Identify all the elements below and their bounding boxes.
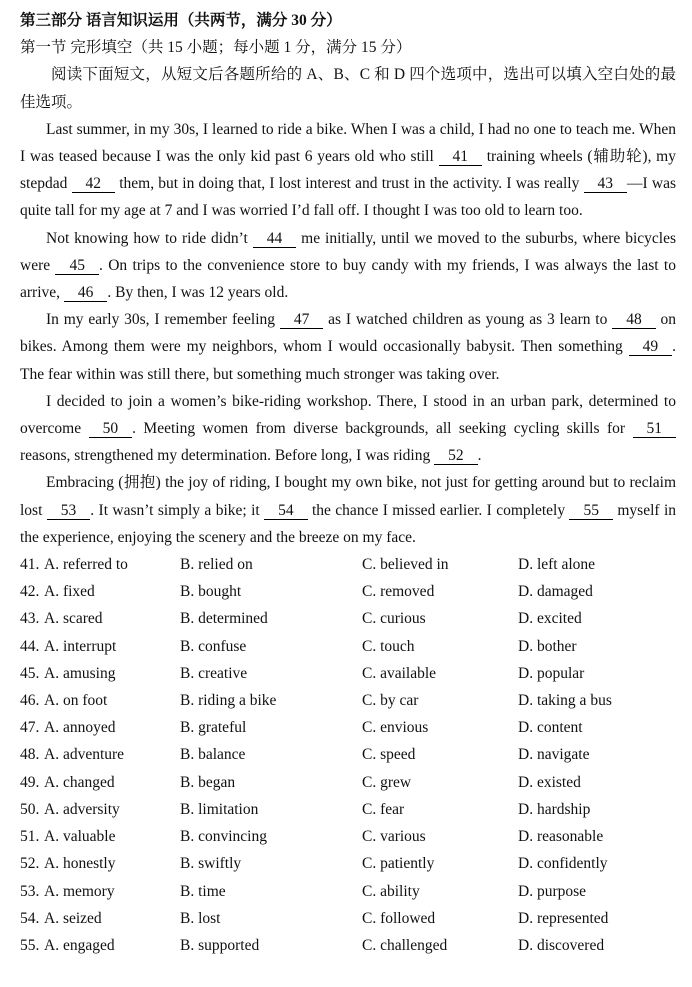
question-row-45 xyxy=(20,660,676,687)
question-row-41 xyxy=(20,551,676,578)
option-43-B: B. determined xyxy=(180,610,268,628)
blank-42: 42 xyxy=(72,175,116,193)
option-53-D: D. purpose xyxy=(518,882,587,900)
option-42-D: D. damaged xyxy=(518,583,593,601)
option-43-C: C. curious xyxy=(362,610,426,628)
question-row-54 xyxy=(20,905,676,932)
passage xyxy=(20,116,676,551)
option-42-B: B. bought xyxy=(180,583,242,601)
option-51-C: C. various xyxy=(362,828,426,846)
option-50-B: B. limitation xyxy=(180,800,259,818)
blank-50: 50 xyxy=(89,420,133,438)
option-41-B: B. relied on xyxy=(180,556,253,574)
question-number-48: 48. xyxy=(20,746,40,764)
option-47-D: D. content xyxy=(518,719,583,737)
question-row-42 xyxy=(20,578,676,605)
option-53-C: C. ability xyxy=(362,882,420,900)
question-number-51: 51. xyxy=(20,828,40,846)
option-43-D: D. excited xyxy=(518,610,582,628)
option-48-C: C. speed xyxy=(362,746,416,764)
question-number-41: 41. xyxy=(20,556,40,574)
question-number-45: 45. xyxy=(20,664,40,682)
option-42-A: A. fixed xyxy=(44,583,95,601)
question-row-43 xyxy=(20,605,676,632)
question-row-52 xyxy=(20,850,676,877)
question-row-53 xyxy=(20,878,676,905)
option-52-C: C. patiently xyxy=(362,855,435,873)
option-54-A: A. seized xyxy=(44,909,102,927)
option-52-D: D. confidently xyxy=(518,855,608,873)
option-50-D: D. hardship xyxy=(518,800,591,818)
option-52-B: B. swiftly xyxy=(180,855,242,873)
question-row-51 xyxy=(20,823,676,850)
blank-49: 49 xyxy=(629,338,673,356)
option-45-D: D. popular xyxy=(518,664,585,682)
option-45-A: A. amusing xyxy=(44,664,116,682)
option-43-A: A. scared xyxy=(44,610,103,628)
option-47-C: C. envious xyxy=(362,719,429,737)
option-45-B: B. creative xyxy=(180,664,248,682)
question-number-47: 47. xyxy=(20,719,40,737)
option-44-D: D. bother xyxy=(518,637,577,655)
option-50-A: A. adversity xyxy=(44,800,120,818)
option-53-B: B. time xyxy=(180,882,226,900)
blank-46: 46 xyxy=(64,284,108,302)
blank-51: 51 xyxy=(633,420,677,438)
option-51-A: A. valuable xyxy=(44,828,116,846)
option-47-A: A. annoyed xyxy=(44,719,116,737)
instructions: 阅读下面短文，从短文后各题所给的 A、B、C 和 D 四个选项中，选出可以填入空白处的最佳选项。 xyxy=(20,66,676,111)
question-row-47 xyxy=(20,714,676,741)
blank-43: 43 xyxy=(584,175,628,193)
option-48-B: B. balance xyxy=(180,746,246,764)
question-number-55: 55. xyxy=(20,936,40,954)
blank-41: 41 xyxy=(439,148,483,166)
passage-paragraph: In my early 30s, I remember feeling 47 as I watched children as young as 3 learn to 48 on bikes. Among them were my neighbors, whom I would occasionally babysit. Then something 49 . The fear within was still there, but something much stronger was taking over. xyxy=(20,311,677,383)
option-50-C: C. fear xyxy=(362,800,405,818)
option-46-B: B. riding a bike xyxy=(180,692,277,710)
blank-52: 52 xyxy=(434,447,478,465)
section-title: 第一节 完形填空（共 15 小题；每小题 1 分，满分 15 分） xyxy=(20,39,412,57)
blank-54: 54 xyxy=(264,502,308,520)
question-row-46 xyxy=(20,687,676,714)
question-number-54: 54. xyxy=(20,909,40,927)
option-45-C: C. available xyxy=(362,664,437,682)
option-46-C: C. by car xyxy=(362,692,419,710)
blank-53: 53 xyxy=(47,502,91,520)
option-49-D: D. existed xyxy=(518,773,581,791)
question-row-55 xyxy=(20,932,676,959)
option-55-B: B. supported xyxy=(180,936,260,954)
question-number-42: 42. xyxy=(20,583,40,601)
options-table xyxy=(20,551,676,959)
blank-48: 48 xyxy=(612,311,656,329)
option-46-A: A. on foot xyxy=(44,692,108,710)
option-48-A: A. adventure xyxy=(44,746,125,764)
option-44-C: C. touch xyxy=(362,637,415,655)
option-55-C: C. challenged xyxy=(362,936,448,954)
option-51-B: B. convincing xyxy=(180,828,267,846)
option-47-B: B. grateful xyxy=(180,719,247,737)
option-55-D: D. discovered xyxy=(518,936,605,954)
part-title: 第三部分 语言知识运用（共两节，满分 30 分） xyxy=(20,12,342,29)
passage-paragraph: Last summer, in my 30s, I learned to ride a bike. When I was a child, I had no one to teach me. When I was teased because I was the only kid past 6 years old who still 41 training wheels (辅助轮), my stepdad 42 them, but in doing that, I lost interest and trust in the activity. I was really 43 —I was quite tall for my age at 7 and I was worried I’d fall off. I thought I was too old to learn too. xyxy=(20,120,676,220)
question-number-43: 43. xyxy=(20,610,40,628)
option-49-A: A. changed xyxy=(44,773,115,791)
option-44-A: A. interrupt xyxy=(44,637,117,655)
question-number-46: 46. xyxy=(20,692,40,710)
option-49-C: C. grew xyxy=(362,773,412,791)
blank-44: 44 xyxy=(253,230,297,248)
option-52-A: A. honestly xyxy=(44,855,116,873)
option-54-D: D. represented xyxy=(518,909,609,927)
blank-45: 45 xyxy=(55,257,99,275)
question-number-52: 52. xyxy=(20,855,40,873)
question-row-44 xyxy=(20,633,676,660)
question-number-53: 53. xyxy=(20,882,40,900)
option-48-D: D. navigate xyxy=(518,746,590,764)
question-number-44: 44. xyxy=(20,637,40,655)
passage-paragraph: Not knowing how to ride didn’t 44 me initially, until we moved to the suburbs, where bicycles were 45 . On trips to the convenience store to buy candy with my friends, I was always the last to arrive, 46 . By then, I was 12 years old. xyxy=(20,229,676,302)
option-51-D: D. reasonable xyxy=(518,828,604,846)
option-49-B: B. began xyxy=(180,773,236,791)
question-number-49: 49. xyxy=(20,773,40,791)
blank-47: 47 xyxy=(280,311,324,329)
option-46-D: D. taking a bus xyxy=(518,692,612,710)
option-41-D: D. left alone xyxy=(518,556,596,574)
option-41-C: C. believed in xyxy=(362,556,449,574)
passage-paragraph: Embracing (拥抱) the joy of riding, I bought my own bike, not just for getting around but to reclaim lost 53 . It wasn’t simply a bike; it 54 the chance I missed earlier. I completely 55 myself in the experience, enjoying the scenery and the breeze on my face. xyxy=(20,474,677,546)
passage-paragraph: I decided to join a women’s bike-riding workshop. There, I stood in an urban park, determined to overcome 50 . Meeting women from diverse backgrounds, all seeking cycling skills for 51 reasons, strengthened my determination. Before long, I was riding 52 . xyxy=(20,392,676,465)
option-44-B: B. confuse xyxy=(180,637,247,655)
question-row-50 xyxy=(20,796,676,823)
option-42-C: C. removed xyxy=(362,583,435,601)
option-41-A: A. referred to xyxy=(44,556,128,574)
option-55-A: A. engaged xyxy=(44,936,115,954)
option-54-B: B. lost xyxy=(180,909,221,927)
question-row-49 xyxy=(20,769,676,796)
question-row-48 xyxy=(20,741,676,768)
question-number-50: 50. xyxy=(20,800,40,818)
option-53-A: A. memory xyxy=(44,882,115,900)
option-54-C: C. followed xyxy=(362,909,436,927)
blank-55: 55 xyxy=(569,502,613,520)
